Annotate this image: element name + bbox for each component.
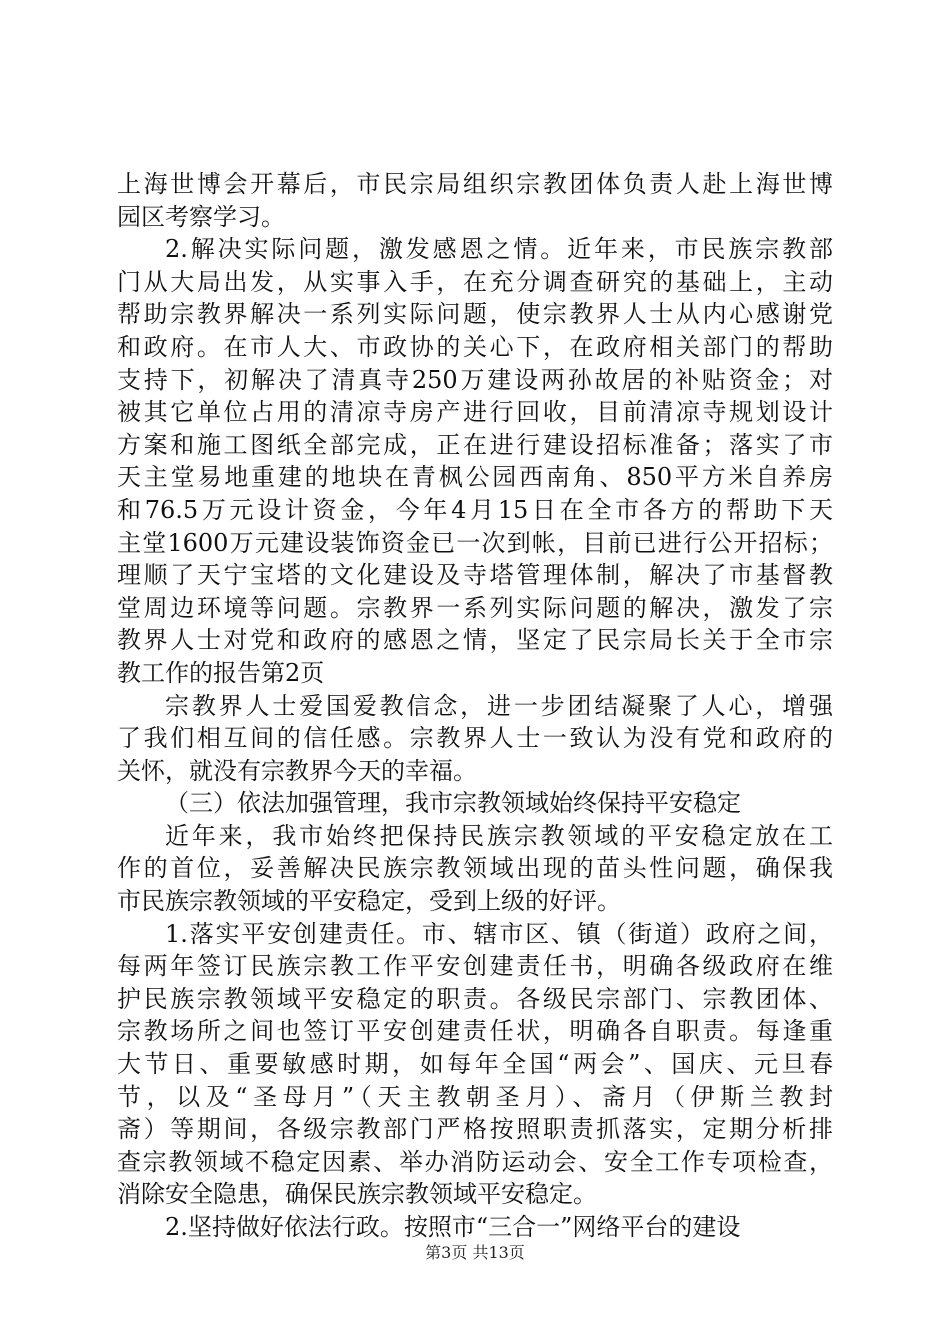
page-footer: 第3页 共13页 xyxy=(425,1243,525,1262)
text-line: 近年来，我市始终把保持民族宗教领域的平安稳定放在工 xyxy=(165,821,833,850)
text-line: 园区考察学习。 xyxy=(117,202,285,231)
text-line: 被其它单位占用的清凉寺房产进行回收，目前清凉寺规划设计 xyxy=(117,398,833,427)
text-line: 每两年签订民族宗教工作平安创建责任书，明确各级政府在维 xyxy=(117,952,833,981)
text-line: 斋）等期间，各级宗教部门严格按照职责抓落实，定期分析排 xyxy=(117,1115,833,1144)
text-line: 消除安全隐患，确保民族宗教领域平安稳定。 xyxy=(117,1180,597,1209)
text-line: 大节日、重要敏感时期，如每年全国“两会”、国庆、元旦春 xyxy=(117,1050,833,1079)
text-line: 市民族宗教领域的平安稳定，受到上级的好评。 xyxy=(117,887,621,916)
paragraph xyxy=(117,690,833,788)
text-line: 天主堂易地重建的地块在青枫公园西南角、850平方米自养房 xyxy=(117,463,833,492)
text-line: 教工作的报告第2页 xyxy=(117,658,325,687)
text-line: 理顺了天宁宝塔的文化建设及寺塔管理体制，解决了市基督教 xyxy=(117,561,833,590)
text-line: （三）依法加强管理，我市宗教领域始终保持平安稳定 xyxy=(165,789,741,818)
text-line: 作的首位，妥善解决民族宗教领域出现的苗头性问题，确保我 xyxy=(117,854,833,883)
text-line: 宗教场所之间也签订平安创建责任状，明确各自职责。每逢重 xyxy=(117,1017,833,1046)
paragraph xyxy=(117,918,833,1211)
text-line: 2.坚持做好依法行政。按照市“三合一”网络平台的建设 xyxy=(165,1213,741,1241)
paragraph xyxy=(117,1211,833,1244)
text-line: 主堂1600万元建设装饰资金已一次到帐，目前已进行公开招标； xyxy=(117,528,833,557)
text-line: 查宗教领域不稳定因素、举办消防运动会、安全工作专项检查， xyxy=(117,1147,833,1176)
text-line: 方案和施工图纸全部完成，正在进行建设招标准备；落实了市 xyxy=(117,430,833,459)
text-line: 教界人士对党和政府的感恩之情，坚定了民宗局长关于全市宗 xyxy=(117,626,833,655)
text-line: 2.解决实际问题，激发感恩之情。近年来，市民族宗教部 xyxy=(165,235,833,264)
paragraph xyxy=(117,233,833,689)
text-line: 宗教界人士爱国爱教信念，进一步团结凝聚了人心，增强 xyxy=(165,691,833,720)
text-line: 护民族宗教领域平安稳定的职责。各级民宗部门、宗教团体、 xyxy=(117,984,833,1013)
text-line: 了我们相互间的信任感。宗教界人士一致认为没有党和政府的 xyxy=(117,724,833,753)
text-line: 和政府。在市人大、市政协的关心下，在政府相关部门的帮助 xyxy=(117,332,833,361)
paragraph xyxy=(117,820,833,918)
text-line: 1.落实平安创建责任。市、辖市区、镇（街道）政府之间， xyxy=(165,919,833,948)
text-line: 上海世博会开幕后，市民宗局组织宗教团体负责人赴上海世博 xyxy=(117,170,833,198)
text-line: 支持下，初解决了清真寺250万建设两孙故居的补贴资金；对 xyxy=(117,365,833,394)
text-line: 堂周边环境等问题。宗教界一系列实际问题的解决，激发了宗 xyxy=(117,593,833,622)
text-line: 和76.5万元设计资金，今年4月15日在全市各方的帮助下天 xyxy=(117,495,833,524)
text-line: 关怀，就没有宗教界今天的幸福。 xyxy=(117,756,477,785)
text-line: 门从大局出发，从实事入手，在充分调查研究的基础上，主动 xyxy=(117,267,833,296)
document-body xyxy=(117,168,833,1244)
paragraph xyxy=(117,168,833,233)
text-line: 节，以及“圣母月”（天主教朝圣月）、斋月（伊斯兰教封 xyxy=(117,1082,833,1111)
text-line: 帮助宗教界解决一系列实际问题，使宗教界人士从内心感谢党 xyxy=(117,300,833,329)
paragraph xyxy=(117,787,833,820)
